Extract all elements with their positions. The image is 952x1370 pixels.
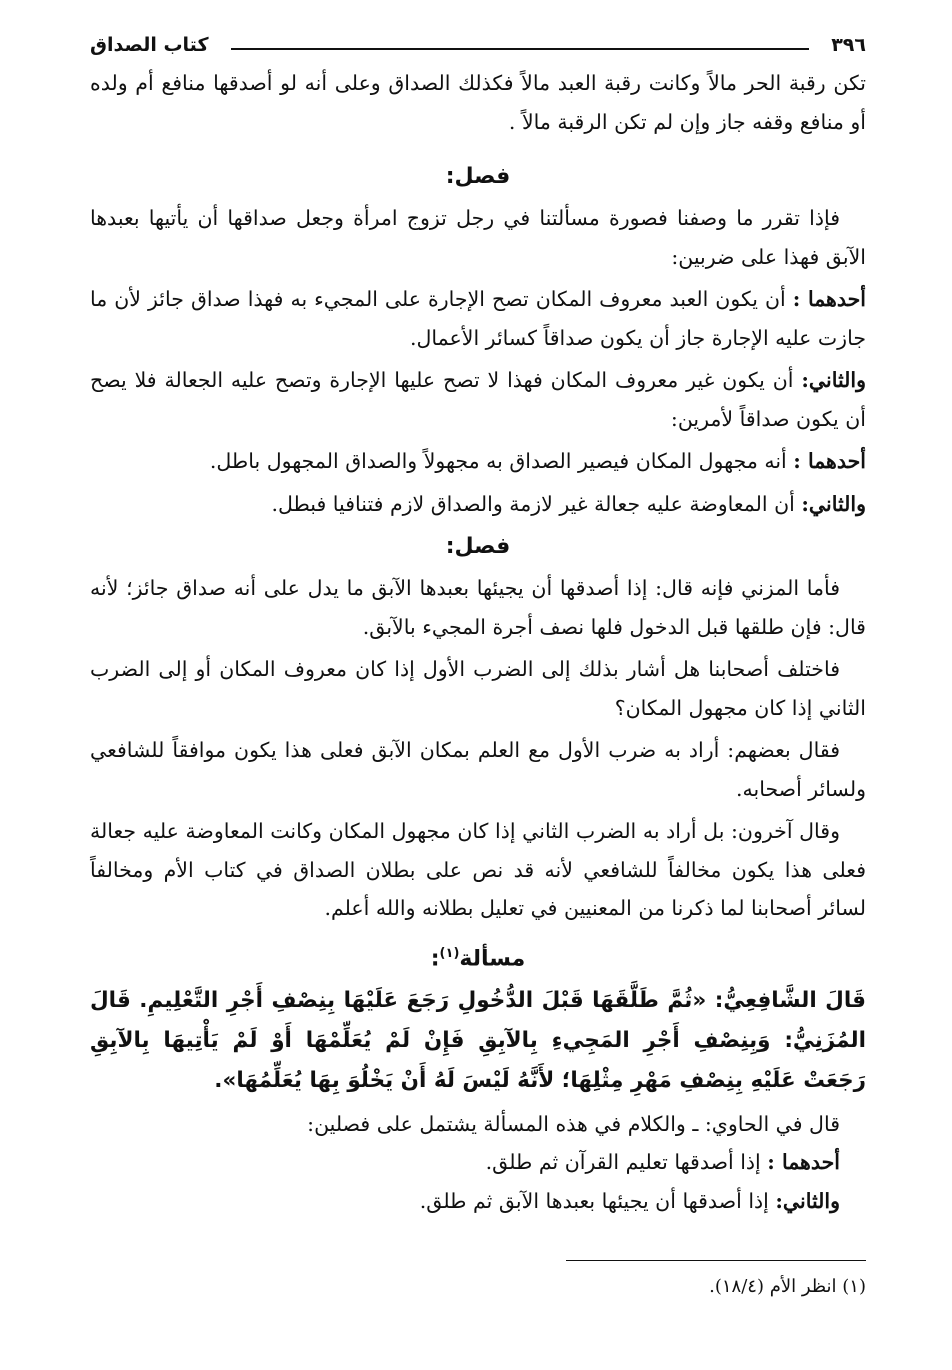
item-label: والثاني: — [775, 1188, 840, 1213]
paragraph — [90, 485, 866, 524]
item-label: والثاني: — [801, 368, 866, 392]
matn-quote: قَالَ الشَّافِعِيُّ: «ثُمَّ طَلَّقَهَا قَبْلَ الدُّخُولِ رَجَعَ عَلَيْهَا بِنِصْفِ أَجْرِ التَّعْلِيمِ. قَالَ المُزَنِيُّ: وَبِنِصْفِ أَجْرِ المَجِيءِ بِالآبِقِ فَإِنْ لَمْ يُعَلِّمْهَا أَوْ لَمْ يَأْتِيهَا بِالآبِقِ رَجَعَتْ عَلَيْهِ بِنِصْفِ مَهْرِ مِثْلِهَا؛ لأَنَّهُ لَيْسَ لَهُ أَنْ يَخْلُوَ بِهَا يُعَلِّمُهَا». — [90, 987, 866, 1093]
item-text: أن يكون العبد معروف المكان تصح الإجارة على المجيء به فهذا صداق جائز لأن ما جازت عليه الإجارة جاز أن يكون صداقاً كسائر الأعمال. — [90, 287, 866, 350]
item-label: أحدهما : — [767, 1150, 840, 1175]
masala-heading — [90, 932, 866, 981]
running-header — [90, 28, 866, 62]
item-label: والثاني: — [801, 491, 866, 516]
page — [90, 28, 866, 1348]
paragraph — [90, 1182, 866, 1221]
item-text: إذا أصدقها أن يجيئها بعبدها الآبق ثم طلق. — [419, 1188, 776, 1213]
item-text: إذا أصدقها تعليم القرآن ثم طلق. — [485, 1150, 768, 1175]
paragraph — [90, 442, 866, 481]
paragraph: تكن رقبة الحر مالاً وكانت رقبة العبد مالاً فكذلك الصداق وعلى أنه لو أصدقها منافع أم ولده أو منافع وقفه جاز وإن لم تكن الرقبة مالاً . — [90, 71, 866, 134]
section-heading: فصل: — [445, 534, 511, 559]
paragraph — [90, 280, 866, 357]
page-number: ٣٩٦ — [831, 34, 866, 56]
item-text: أنه مجهول المكان فيصير الصداق به مجهولاً والصداق المجهول باطل. — [209, 449, 794, 473]
paragraph — [90, 1143, 866, 1182]
paragraph: فإذا تقرر ما وصفنا فصورة مسألتنا في رجل تزوج امرأة وجعل صداقها أن يأتيها بعبدها الآبق فهذا على ضربين: — [90, 206, 866, 269]
footnote-ref: (١) — [439, 945, 460, 961]
paragraph — [90, 361, 866, 438]
item-text: أن المعاوضة عليه جعالة غير لازمة والصداق لازم فتنافيا فبطل. — [271, 491, 802, 516]
paragraph: فأما المزني فإنه قال: إذا أصدقها أن يجيئها بعبدها الآبق ما يدل على أنه صداق جائز؛ لأنه قال: فإن طلقها قبل الدخول فلها نصف أجرة المجيء بالآبق. — [90, 576, 866, 639]
item-label: أحدهما : — [793, 449, 866, 473]
book-title: كتاب الصداق — [90, 34, 209, 56]
masala-title: مسألة — [459, 945, 526, 971]
paragraph: وقال آخرون: بل أراد به الضرب الثاني إذا كان مجهول المكان وكانت المعاوضة عليه جعالة فعلى هذا يكون مخالفاً للشافعي لأنه قد نص على بطلان الصداق في كتاب الأم ومخالفاً لسائر أصحابنا لما ذكرنا من المعنيين في تعليل بطلانه والله أعلم. — [90, 819, 866, 920]
masala-colon: : — [430, 945, 440, 971]
paragraph: قال في الحاوي: ـ والكلام في هذه المسألة يشتمل على فصلين: — [307, 1111, 840, 1136]
header-rule — [231, 48, 810, 50]
paragraph: فقال بعضهم: أراد به ضرب الأول مع العلم بمكان الآبق فعلى هذا يكون موافقاً للشافعي ولسائر أصحابه. — [90, 738, 866, 801]
section-heading: فصل: — [445, 164, 511, 189]
paragraph: فاختلف أصحابنا هل أشار بذلك إلى الضرب الأول إذا كان معروف المكان أو إلى الضرب الثاني إذا كان مجهول المكان؟ — [90, 657, 866, 720]
footnote-rule — [566, 1260, 866, 1261]
item-label: أحدهما : — [792, 287, 866, 311]
footnote: (١) انظر الأم (١٨/٤). — [709, 1276, 866, 1297]
item-text: أن يكون غير معروف المكان فهذا لا تصح عليها الإجارة وتصح عليه الجعالة فلا يصح أن يكون صداقاً لأمرين: — [90, 368, 866, 431]
